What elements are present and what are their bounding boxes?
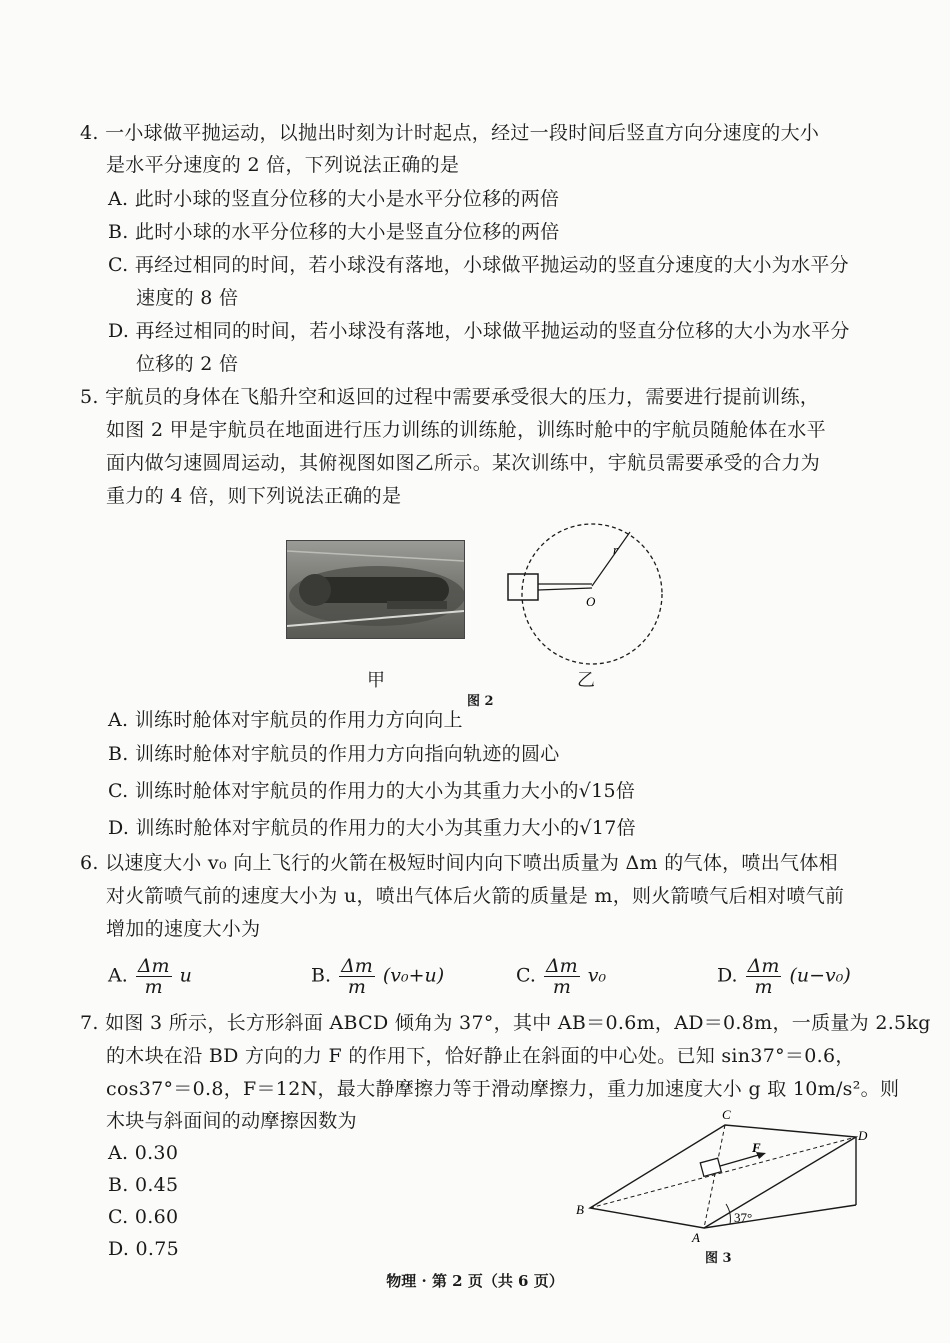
- point-d-label: D: [858, 1128, 868, 1143]
- q6-stem-line3: 增加的速度大小为: [106, 918, 261, 940]
- fraction-denominator: m: [347, 976, 366, 998]
- fraction-numerator: Δm: [137, 955, 170, 977]
- q7-option-b: B. 0.45: [108, 1174, 179, 1196]
- q4-stem-line1: 4. 一小球做平抛运动，以抛出时刻为计时起点，经过一段时间后竖直方向分速度的大小: [80, 122, 820, 144]
- option-letter: C.: [516, 964, 536, 987]
- option-tail: (v₀+u): [382, 964, 445, 987]
- q5-option-c: C. 训练时舱体对宇航员的作用力的大小为其重力大小的√15倍: [108, 780, 636, 802]
- q6-option-a: [108, 956, 192, 997]
- top-view-diagram: [500, 508, 675, 683]
- fig2-label-yi: 乙: [577, 670, 595, 691]
- q7-option-c: C. 0.60: [108, 1206, 179, 1228]
- q5-stem-line1: 5. 宇航员的身体在飞船升空和返回的过程中需要承受很大的压力，需要进行提前训练，: [80, 386, 820, 408]
- option-tail: u: [179, 964, 192, 987]
- q5-stem-line2: 如图 2 甲是宇航员在地面进行压力训练的训练舱，训练时舱中的宇航员随舱体在水平: [106, 419, 826, 441]
- center-label: O: [586, 594, 596, 609]
- q5-stem-line4: 重力的 4 倍，则下列说法正确的是: [106, 485, 402, 507]
- fraction-numerator: Δm: [341, 955, 373, 977]
- q4-option-a: A. 此时小球的竖直分位移的大小是水平分位移的两倍: [108, 188, 560, 210]
- q7-option-d: D. 0.75: [108, 1238, 180, 1260]
- q5-option-a: A. 训练时舱体对宇航员的作用力方向向上: [108, 709, 463, 731]
- page-footer: 物理 · 第 2 页（共 6 页）: [386, 1272, 564, 1290]
- fraction-denominator: m: [552, 976, 571, 998]
- q6-stem-line1: 6. 以速度大小 v₀ 向上飞行的火箭在极短时间内向下喷出质量为 Δm 的气体，喷出气体相: [80, 852, 838, 874]
- training-cabin-photo: [286, 540, 465, 639]
- q4-stem-line2: 是水平分速度的 2 倍，下列说法正确的是: [106, 154, 460, 176]
- q6-option-c: [516, 956, 606, 997]
- q6-option-b: [311, 956, 444, 997]
- option-letter: D.: [717, 964, 738, 987]
- radius-label: r: [613, 542, 619, 557]
- q7-option-a: A. 0.30: [108, 1142, 179, 1164]
- q4-option-c-line2: 速度的 8 倍: [136, 287, 239, 309]
- option-tail: v₀: [587, 964, 607, 987]
- fig3-caption: 图 3: [705, 1251, 732, 1266]
- incline-diagram: [570, 1100, 870, 1265]
- fraction-denominator: m: [144, 976, 163, 998]
- angle-label: 37°: [734, 1210, 753, 1225]
- q4-option-b: B. 此时小球的水平分位移的大小是竖直分位移的两倍: [108, 221, 560, 243]
- q4-option-d-line2: 位移的 2 倍: [136, 353, 239, 375]
- fig2-caption: 图 2: [467, 694, 494, 709]
- q7-stem-line4: 木块与斜面间的动摩擦因数为: [106, 1110, 357, 1132]
- q5-stem-line3: 面内做匀速圆周运动，其俯视图如图乙所示。某次训练中，宇航员需要承受的合力为: [106, 452, 821, 474]
- point-c-label: C: [722, 1107, 731, 1122]
- point-a-label: A: [692, 1230, 700, 1245]
- fraction-numerator: Δm: [747, 955, 780, 977]
- q5-option-d: D. 训练时舱体对宇航员的作用力的大小为其重力大小的√17倍: [108, 817, 636, 839]
- q5-option-b: B. 训练时舱体对宇航员的作用力方向指向轨迹的圆心: [108, 743, 560, 765]
- q7-stem-line1: 7. 如图 3 所示，长方形斜面 ABCD 倾角为 37°，其中 AB＝0.6m，AD＝0.8m，一质量为 2.5kg: [80, 1012, 931, 1034]
- fraction-numerator: Δm: [545, 955, 578, 977]
- fraction-denominator: m: [754, 976, 773, 998]
- q7-stem-line2: 的木块在沿 BD 方向的力 F 的作用下，恰好静止在斜面的中心处。已知 sin37°＝0.6，: [106, 1045, 855, 1067]
- q4-option-d-line1: D. 再经过相同的时间，若小球没有落地，小球做平抛运动的竖直分位移的大小为水平分: [108, 320, 850, 342]
- option-letter: B.: [311, 964, 332, 987]
- force-label: F: [752, 1140, 761, 1155]
- q7-stem-line3: cos37°＝0.8，F＝12N，最大静摩擦力等于滑动摩擦力，重力加速度大小 g 取 10m/s²。则: [106, 1078, 900, 1100]
- q6-option-d: [717, 956, 851, 997]
- point-b-label: B: [576, 1202, 584, 1217]
- q6-stem-line2: 对火箭喷气前的速度大小为 u，喷出气体后火箭的质量是 m，则火箭喷气后相对喷气前: [106, 885, 845, 907]
- fig2-label-jia: 甲: [367, 670, 385, 691]
- option-tail: (u−v₀): [789, 964, 851, 987]
- q4-option-c-line1: C. 再经过相同的时间，若小球没有落地，小球做平抛运动的竖直分速度的大小为水平分: [108, 254, 849, 276]
- option-letter: A.: [108, 964, 128, 987]
